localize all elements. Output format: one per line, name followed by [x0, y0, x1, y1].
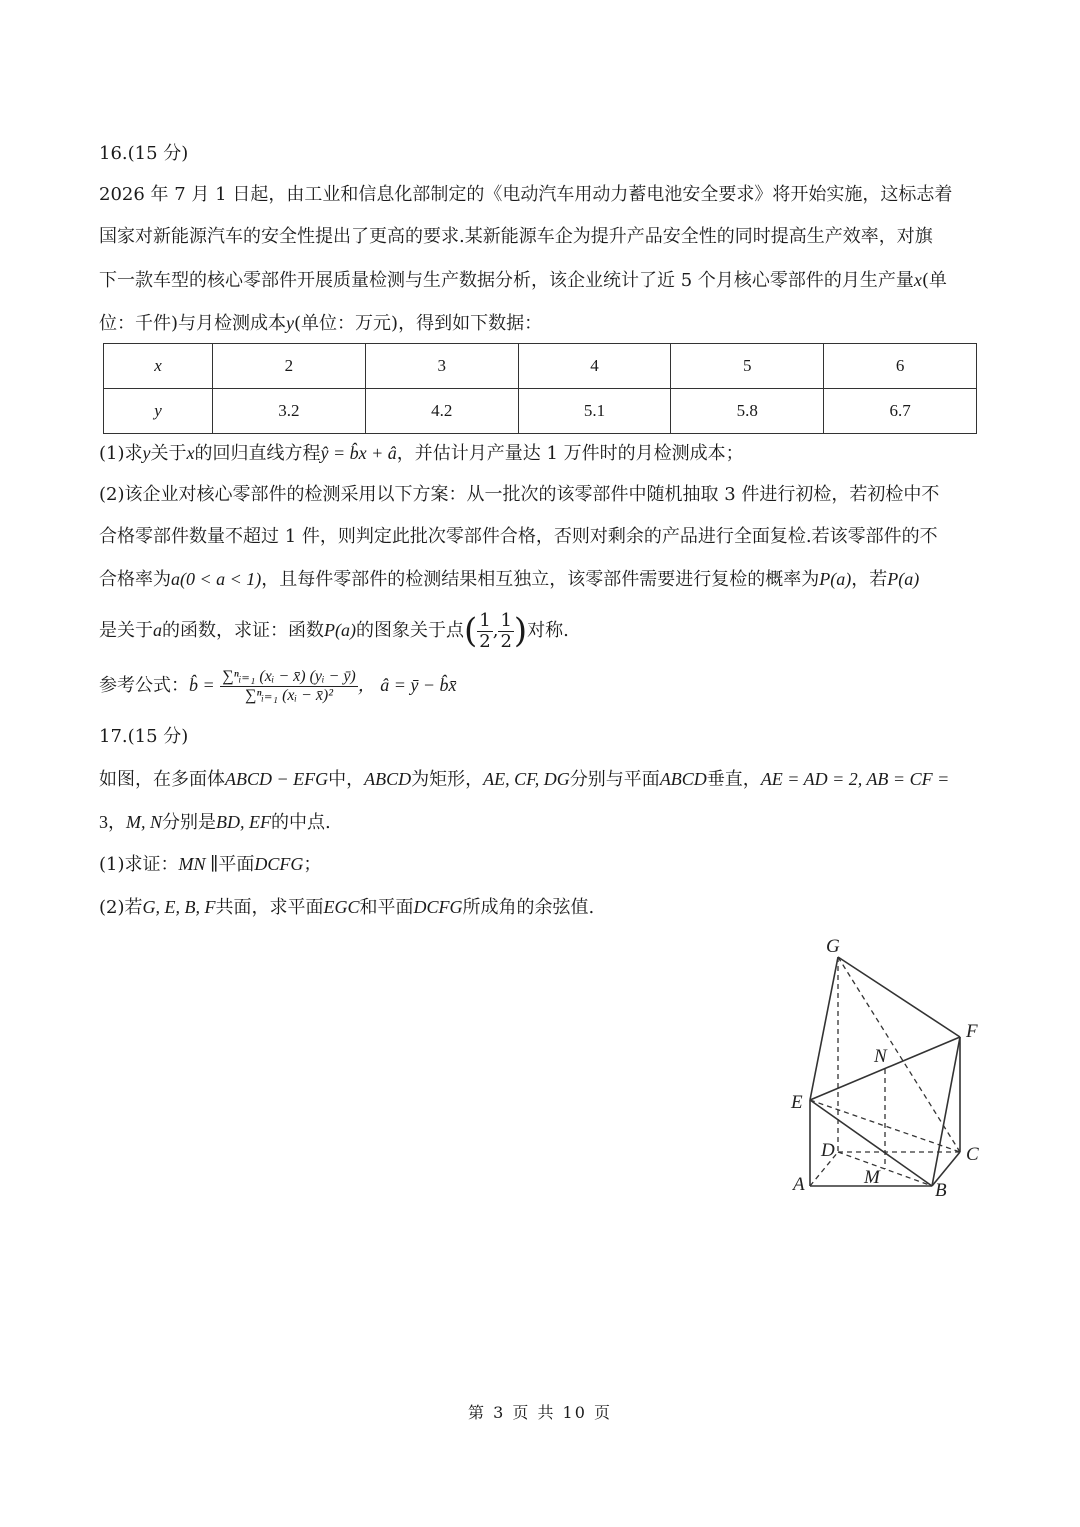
- fraction-numerator: 1: [479, 609, 491, 631]
- table-cell: 2: [213, 344, 366, 389]
- math: b̂ =: [189, 675, 215, 695]
- math: EGC: [323, 897, 360, 917]
- math: P(a): [887, 569, 920, 589]
- q16-p3-text: 下一款车型的核心零部件开展质量检测与生产数据分析，该企业统计了近 5 个月核心零部件的月生产量: [99, 270, 914, 291]
- math: y: [142, 443, 151, 463]
- text: 平面: [218, 854, 255, 875]
- text: (2)若: [99, 897, 143, 918]
- text: 合格率为: [99, 569, 171, 590]
- math: AE, CF, DG: [483, 769, 570, 789]
- text: 分别是: [162, 812, 216, 833]
- math: AE = AD = 2, AB = CF =: [760, 769, 950, 789]
- label-F: F: [966, 1021, 978, 1042]
- table-cell: 3: [365, 344, 518, 389]
- table-cell: 5.8: [671, 389, 824, 434]
- q16-p3-end: (单: [921, 270, 947, 291]
- fraction-denominator: ∑ⁿᵢ₌₁ (xᵢ − x̄)²: [245, 686, 334, 704]
- edge-GE: [810, 957, 838, 1100]
- text: 如图，在多面体: [99, 769, 225, 790]
- edge-GC: [838, 957, 960, 1152]
- text: (1)求: [99, 443, 143, 464]
- label-G: G: [826, 936, 840, 957]
- label-C: C: [966, 1144, 979, 1165]
- text: 垂直，: [706, 769, 761, 790]
- q17-paragraph-line-1: [99, 766, 949, 793]
- math: 3: [99, 812, 108, 832]
- label-E: E: [791, 1092, 803, 1113]
- label-M: M: [864, 1167, 880, 1188]
- q16-part2-line-1: (2)该企业对核心零部件的检测采用以下方案：从一批次的该零部件中随机抽取 3 件进行初检，若初检中不: [99, 484, 940, 505]
- page-footer: 第 3 页 共 10 页: [468, 1403, 612, 1422]
- text: ，且每件零部件的检测结果相互独立，该零部件需要进行复检的概率为: [261, 569, 820, 590]
- fraction-denominator: 2: [500, 630, 512, 652]
- q16-p4-start: 位：千件)与月检测成本: [99, 313, 287, 334]
- paren-close: ): [513, 611, 528, 651]
- table-cell: 4.2: [365, 389, 518, 434]
- paren-open: (: [463, 611, 478, 651]
- math: DCFG: [413, 897, 463, 917]
- table-cell: 4: [518, 344, 671, 389]
- q16-paragraph-line-3: [99, 267, 947, 294]
- text: ；: [303, 854, 322, 875]
- math: G, E, B, F: [142, 897, 216, 917]
- math: ABCD: [364, 769, 412, 789]
- math: x: [186, 443, 195, 463]
- text: 和平面: [359, 897, 414, 918]
- table-cell: 3.2: [213, 389, 366, 434]
- text: 的中点.: [270, 812, 331, 833]
- math: DCFG: [254, 854, 304, 874]
- fraction-numerator: ∑ⁿᵢ₌₁ (xᵢ − x̄) (yᵢ − ȳ): [222, 667, 356, 685]
- text: 关于: [150, 443, 187, 464]
- label-N: N: [874, 1046, 887, 1067]
- fraction-numerator: 1: [500, 609, 512, 631]
- q16-part2-line-2: 合格零部件数量不超过 1 件，则判定此批次零部件合格，否则对剩余的产品进行全面复检.若该零部件的不: [99, 526, 938, 547]
- data-table: [103, 343, 977, 434]
- table-row-y: [104, 389, 977, 434]
- q17-header: 17.(15 分): [99, 726, 189, 747]
- table-cell: 5.1: [518, 389, 671, 434]
- q17-paragraph-line-2: [99, 809, 331, 836]
- formula-fraction: [220, 668, 357, 704]
- q17-part2: [99, 894, 594, 921]
- text: 参考公式：: [99, 675, 189, 696]
- q17-part1: [99, 851, 321, 878]
- math: MN ∥: [178, 854, 219, 874]
- q16-p4-var: y: [286, 313, 295, 333]
- text: ，: [108, 812, 126, 833]
- polyhedron-figure: [780, 930, 1000, 1210]
- text: 为矩形，: [411, 769, 484, 790]
- text: ，并估计月产量达 1 万件时的月检测成本；: [396, 443, 744, 464]
- table-header-x: x: [104, 344, 213, 389]
- q16-part2-line-4: 是关于a的函数，求证：函数P(a)的图象关于点( $\frac{1}{2}$ , $\frac{1}{2}$ )对称.: [99, 609, 569, 652]
- regression-equation: ŷ = b̂x + â: [320, 443, 397, 463]
- text: 共面，求平面: [215, 897, 324, 918]
- label-A: A: [793, 1174, 805, 1195]
- q16-p4-end: (单位：万元)，得到如下数据：: [294, 313, 543, 334]
- text: (1)求证：: [99, 854, 179, 875]
- text: 的回归直线方程: [194, 443, 321, 464]
- table-header-y: y: [104, 389, 213, 434]
- q16-part2-line-3: [99, 566, 919, 593]
- reference-formula: [99, 658, 457, 713]
- label-B: B: [935, 1180, 947, 1201]
- text: 是关于: [99, 620, 153, 641]
- math: a(0 < a < 1): [171, 569, 262, 589]
- text: 对称.: [527, 620, 569, 641]
- label-D: D: [821, 1140, 835, 1161]
- text: ，若: [851, 569, 888, 590]
- math: ABCD: [659, 769, 707, 789]
- q16-paragraph-line-2: 国家对新能源汽车的安全性提出了更高的要求.某新能源车企为提升产品安全性的同时提高生产效率，对旗: [99, 226, 933, 247]
- text: 的函数，求证：函数: [162, 620, 324, 641]
- q16-paragraph-line-4: [99, 310, 542, 337]
- q16-header: 16.(15 分): [99, 143, 189, 164]
- q16-paragraph-line-1: 2026 年 7 月 1 日起，由工业和信息化部制定的《电动汽车用动力蓄电池安全要求》将开始实施，这标志着: [99, 184, 953, 205]
- text: 分别与平面: [569, 769, 660, 790]
- math: P(a): [819, 569, 852, 589]
- edge-GF: [838, 957, 960, 1037]
- q16-p3-var: x: [913, 270, 922, 290]
- fraction-half: [498, 611, 513, 652]
- table-row-x: [104, 344, 977, 389]
- math: ABCD − EFG: [225, 769, 329, 789]
- table-cell: 5: [671, 344, 824, 389]
- math: BD, EF: [216, 812, 271, 832]
- fraction-half: [477, 611, 492, 652]
- text: 所成角的余弦值.: [462, 897, 595, 918]
- fraction-denominator: 2: [479, 630, 491, 652]
- text: 中，: [328, 769, 365, 790]
- edge-BF: [932, 1037, 960, 1186]
- table-cell: 6.7: [824, 389, 977, 434]
- table-cell: 6: [824, 344, 977, 389]
- text: 的图象关于点: [355, 620, 464, 641]
- math: ， â = ȳ − b̂x̄: [357, 675, 457, 695]
- math: a: [153, 620, 162, 640]
- q16-part1: [99, 440, 744, 467]
- math: P(a): [324, 620, 356, 640]
- math: M, N: [126, 812, 162, 832]
